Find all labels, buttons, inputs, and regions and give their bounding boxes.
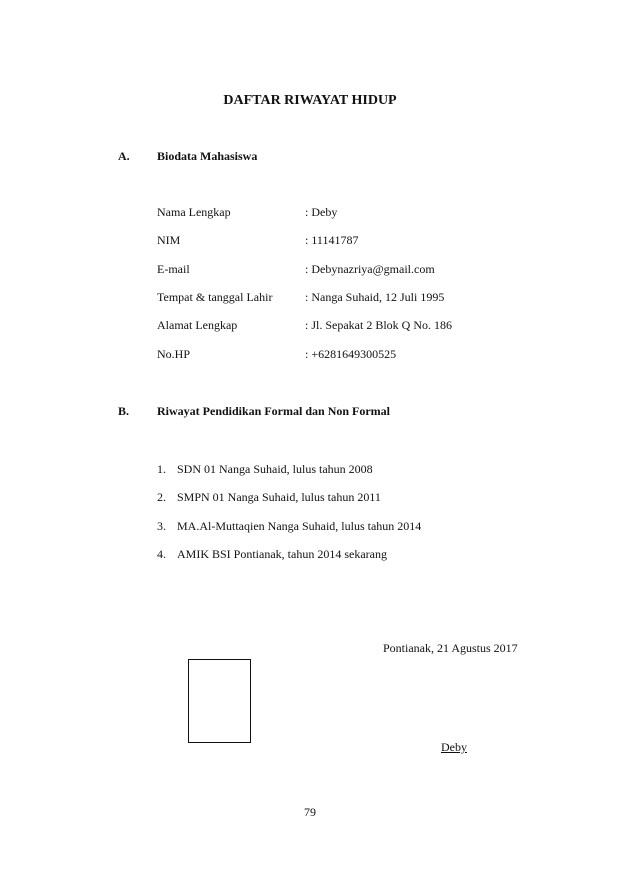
bio-label-phone: No.HP [157, 347, 191, 361]
education-item-number: 3. [157, 519, 166, 533]
education-item-number: 4. [157, 547, 166, 561]
education-item-number: 2. [157, 490, 166, 504]
section-b-letter: B. [118, 404, 130, 418]
education-item-text: AMIK BSI Pontianak, tahun 2014 sekarang [177, 547, 387, 561]
bio-label-email: E-mail [157, 262, 190, 276]
education-item-text: SDN 01 Nanga Suhaid, lulus tahun 2008 [177, 462, 373, 476]
bio-label-birth: Tempat & tanggal Lahir [157, 290, 273, 304]
bio-value-email: : Debynazriya@gmail.com [305, 262, 435, 276]
education-item-text: MA.Al-Muttaqien Nanga Suhaid, lulus tahun 2014 [177, 519, 422, 533]
photo-placeholder [188, 659, 251, 743]
bio-value-nim: : 11141787 [305, 233, 359, 247]
bio-value-address: : Jl. Sepakat 2 Blok Q No. 186 [305, 318, 452, 332]
education-item-text: SMPN 01 Nanga Suhaid, lulus tahun 2011 [177, 490, 381, 504]
document-title: DAFTAR RIWAYAT HIDUP [223, 93, 397, 108]
section-a-letter: A. [118, 149, 130, 163]
education-item-number: 1. [157, 462, 166, 476]
signature-place-date: Pontianak, 21 Agustus 2017 [383, 641, 518, 655]
bio-value-phone: : +6281649300525 [305, 347, 397, 361]
bio-label-address: Alamat Lengkap [157, 318, 238, 332]
page-number: 79 [304, 805, 316, 819]
bio-value-name: : Deby [305, 205, 338, 219]
signature-name: Deby [441, 740, 467, 754]
bio-label-nim: NIM [157, 233, 181, 247]
bio-value-birth: : Nanga Suhaid, 12 Juli 1995 [305, 290, 445, 304]
section-b-heading: Riwayat Pendidikan Formal dan Non Formal [157, 404, 391, 418]
section-a-heading: Biodata Mahasiswa [157, 149, 258, 163]
bio-label-name: Nama Lengkap [157, 205, 231, 219]
